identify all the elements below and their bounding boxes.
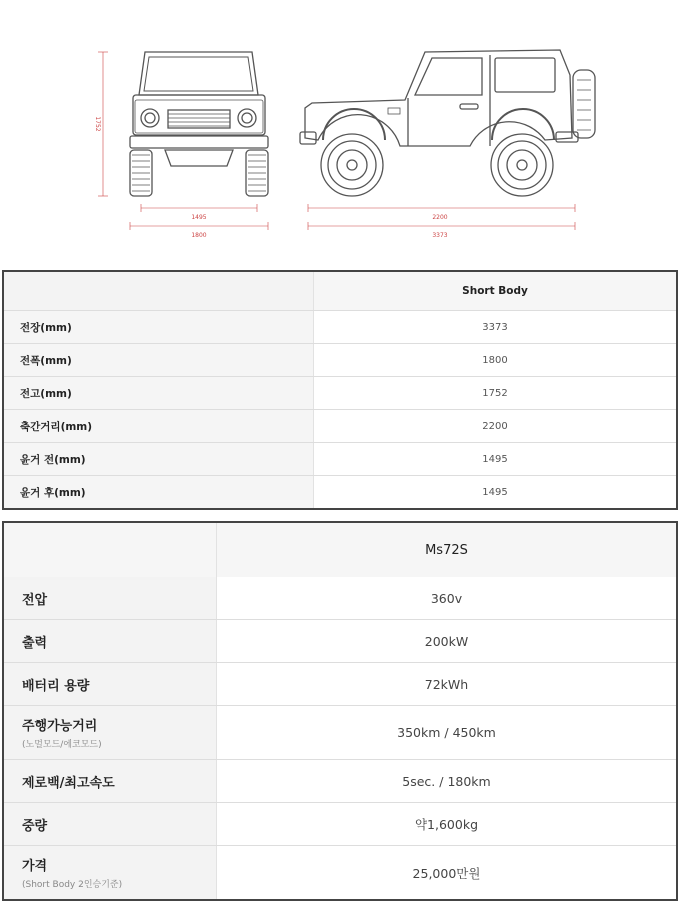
table-row — [3, 377, 677, 410]
length-dimension-label: 3373 — [432, 232, 448, 239]
row-label-note: (노멀모드/에코모드) — [22, 740, 102, 750]
table-row — [3, 410, 677, 443]
row-value: 1495 — [314, 476, 678, 510]
dimensions-header-corner — [3, 271, 314, 311]
row-label — [3, 663, 217, 706]
table-row — [3, 706, 677, 760]
specs-header-corner — [3, 522, 217, 577]
vehicle-dimension-drawing — [0, 0, 680, 250]
row-label-text: 중량 — [22, 818, 48, 834]
table-row — [3, 443, 677, 476]
specs-header-row — [3, 522, 677, 577]
height-dimension-label: 1752 — [94, 116, 101, 132]
dimensions-header-short-body: Short Body — [314, 271, 678, 311]
dimensions-header-row — [3, 271, 677, 311]
table-row — [3, 803, 677, 846]
row-label: 전폭(mm) — [3, 344, 314, 377]
row-label: 윤거 후(mm) — [3, 476, 314, 510]
row-value: 200kW — [217, 620, 678, 663]
row-label — [3, 760, 217, 803]
row-label-text: 제로백/최고속도 — [22, 775, 115, 791]
table-row — [3, 620, 677, 663]
row-value: 25,000만원 — [412, 865, 481, 881]
row-value: 약1,600kg — [217, 803, 678, 846]
row-value: 2200 — [314, 410, 678, 443]
front-track-dimension-label: 1495 — [191, 214, 207, 221]
row-value: 350km / 450km — [217, 706, 678, 760]
row-label: 전장(mm) — [3, 311, 314, 344]
dimensions-table — [2, 270, 678, 510]
row-label: 윤거 전(mm) — [3, 443, 314, 476]
table-row — [3, 577, 677, 620]
row-label-text: 주행가능거리 — [22, 719, 98, 734]
front-width-dimension-label: 1800 — [191, 232, 207, 239]
row-label-text: 배터리 용량 — [22, 678, 90, 694]
row-label-text: 가격 — [22, 859, 48, 874]
row-label-text: 출력 — [22, 635, 48, 651]
table-row — [3, 476, 677, 510]
row-label-note: (Short Body 2인승기준) — [22, 880, 123, 890]
front-view-drawing — [130, 52, 268, 196]
row-label-text: 전압 — [22, 592, 48, 608]
row-label — [3, 577, 217, 620]
wheelbase-dimension-label: 2200 — [432, 214, 448, 221]
table-row — [3, 311, 677, 344]
row-label: 축간거리(mm) — [3, 410, 314, 443]
table-row — [3, 663, 677, 706]
table-row — [3, 760, 677, 803]
row-value: 1800 — [314, 344, 678, 377]
row-label — [3, 620, 217, 663]
row-value: 5sec. / 180km — [217, 760, 678, 803]
table-row — [3, 846, 677, 901]
specs-header-model: Ms72S — [217, 522, 678, 577]
row-label — [3, 706, 217, 760]
row-label — [3, 846, 217, 901]
row-value: 1495 — [314, 443, 678, 476]
side-view-drawing — [300, 50, 595, 196]
table-row — [3, 344, 677, 377]
row-value: 3373 — [314, 311, 678, 344]
row-value: 72kWh — [217, 663, 678, 706]
row-label — [3, 803, 217, 846]
row-value: 360v — [217, 577, 678, 620]
row-label: 전고(mm) — [3, 377, 314, 410]
specifications-table — [2, 521, 678, 901]
row-value: 1752 — [314, 377, 678, 410]
